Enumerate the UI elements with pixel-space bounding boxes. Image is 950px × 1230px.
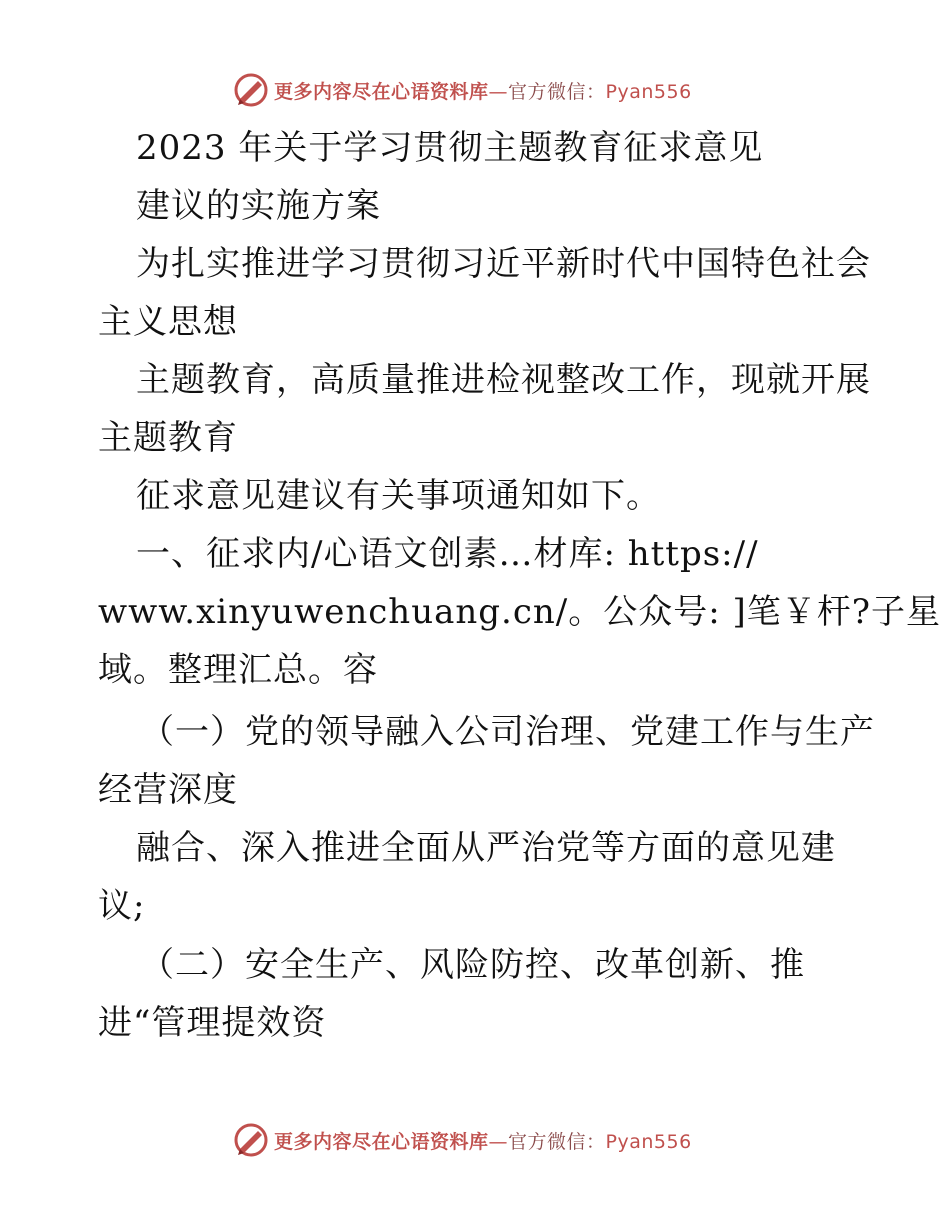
paragraph-line: 主义思想: [98, 302, 238, 342]
banner-main-text: 更多内容尽在心语资料库: [274, 80, 489, 103]
paragraph-line: 为扎实推进学习贯彻习近平新时代中国特色社会: [136, 244, 871, 284]
banner-dash: —: [488, 1130, 509, 1153]
banner-wechat-id: Pyan556: [605, 80, 692, 103]
pen-logo-icon: [232, 1121, 270, 1159]
paragraph-line: （二）安全生产、风险防控、改革创新、推: [140, 945, 805, 985]
paragraph-line: （一）党的领导融入公司治理、党建工作与生产: [140, 712, 875, 752]
paragraph-line: 主题教育，高质量推进检视整改工作，现就开展: [136, 360, 871, 400]
banner-text: [274, 1127, 692, 1154]
doc-title-line-1: 2023 年关于学习贯彻主题教育征求意见: [136, 128, 764, 168]
banner-wechat-id: Pyan556: [605, 1130, 692, 1153]
paragraph-line: 议;: [98, 886, 146, 926]
banner-dash: —: [488, 80, 509, 103]
paragraph-line: www.xinyuwenchuang.cn/。公众号: ]笔￥杆?子星: [98, 592, 941, 632]
doc-title-line-2: 建议的实施方案: [136, 186, 381, 226]
banner-main-text: 更多内容尽在心语资料库: [274, 1130, 489, 1153]
paragraph-line: 进“管理提效资: [98, 1003, 327, 1043]
paragraph-line: 主题教育: [98, 418, 238, 458]
paragraph-line: 经营深度: [98, 770, 238, 810]
paragraph-line: 融合、深入推进全面从严治党等方面的意见建: [136, 828, 836, 868]
paragraph-line: 一、征求内/心语文创素…材库: https://: [136, 534, 759, 574]
banner-official-label: 官方微信：: [508, 1130, 606, 1153]
paragraph-line: 域。整理汇总。容: [98, 650, 378, 690]
banner-official-label: 官方微信：: [508, 80, 606, 103]
footer-watermark-banner: [232, 1120, 692, 1160]
paragraph-line: 征求意见建议有关事项通知如下。: [136, 476, 661, 516]
